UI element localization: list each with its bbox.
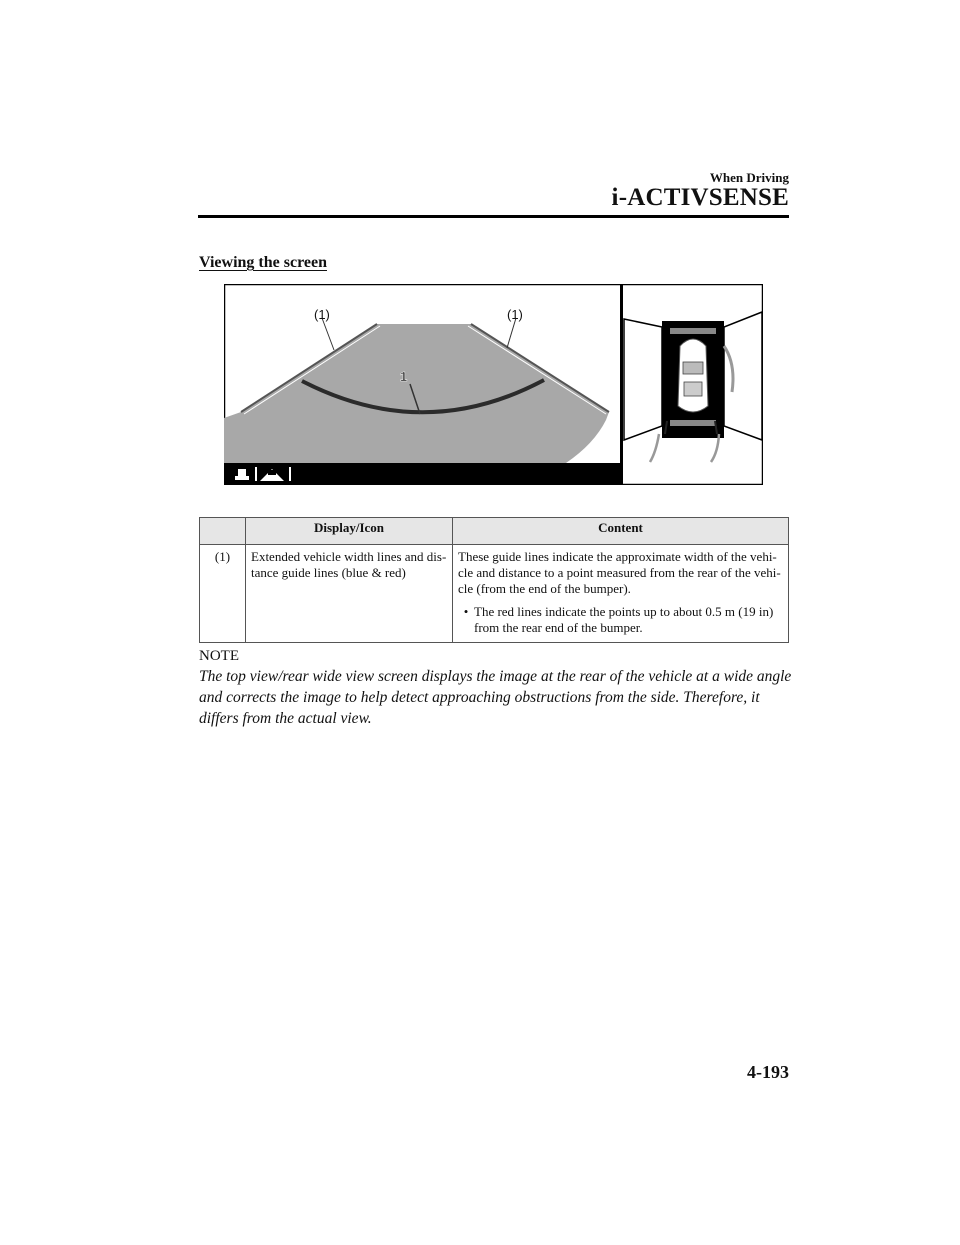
header-display-icon: Display/Icon <box>246 518 453 545</box>
table-row <box>200 545 789 643</box>
subsection-title: Viewing the screen <box>199 254 327 271</box>
table-header-row <box>200 518 789 545</box>
header-rule <box>198 215 789 218</box>
row-bullet-text: The red lines indicate the points up to about 0.5 m (19 in) from the rear end of the bumper. <box>474 604 774 635</box>
note-label: NOTE <box>199 648 239 664</box>
section-title: i-ACTIVSENSE <box>611 184 789 211</box>
header-number <box>200 518 246 545</box>
callout-label-left: (1) <box>314 307 330 322</box>
row-number: (1) <box>200 545 246 643</box>
row-content: These guide lines indicate the approximate width of the vehi-cle and distance to a point measured from the rear of the vehi-cle (from the end of the bumper). <box>458 549 781 596</box>
row-bullet <box>458 604 783 636</box>
callout-label-right: (1) <box>507 307 523 322</box>
bullet-dot-icon: • <box>463 604 469 619</box>
callout-label-center: 1 <box>400 369 408 384</box>
header-content: Content <box>453 518 789 545</box>
status-bar <box>224 463 622 485</box>
chapter-title: When Driving <box>709 170 789 185</box>
note-text: The top view/rear wide view screen displays the image at the rear of the vehicle at a wide angle and corrects the image to help detect approaching obstructions from the side. Therefore, it differs from the actual view. <box>199 668 792 727</box>
row-display: Extended vehicle width lines and dis-tance guide lines (blue & red) <box>246 545 453 643</box>
display-table <box>199 517 789 643</box>
row-content-cell <box>453 545 789 643</box>
camera-screen-figure <box>224 284 763 485</box>
vehicle-icon <box>678 339 708 412</box>
page-number: 4-193 <box>747 1062 789 1082</box>
view-divider <box>620 284 623 485</box>
